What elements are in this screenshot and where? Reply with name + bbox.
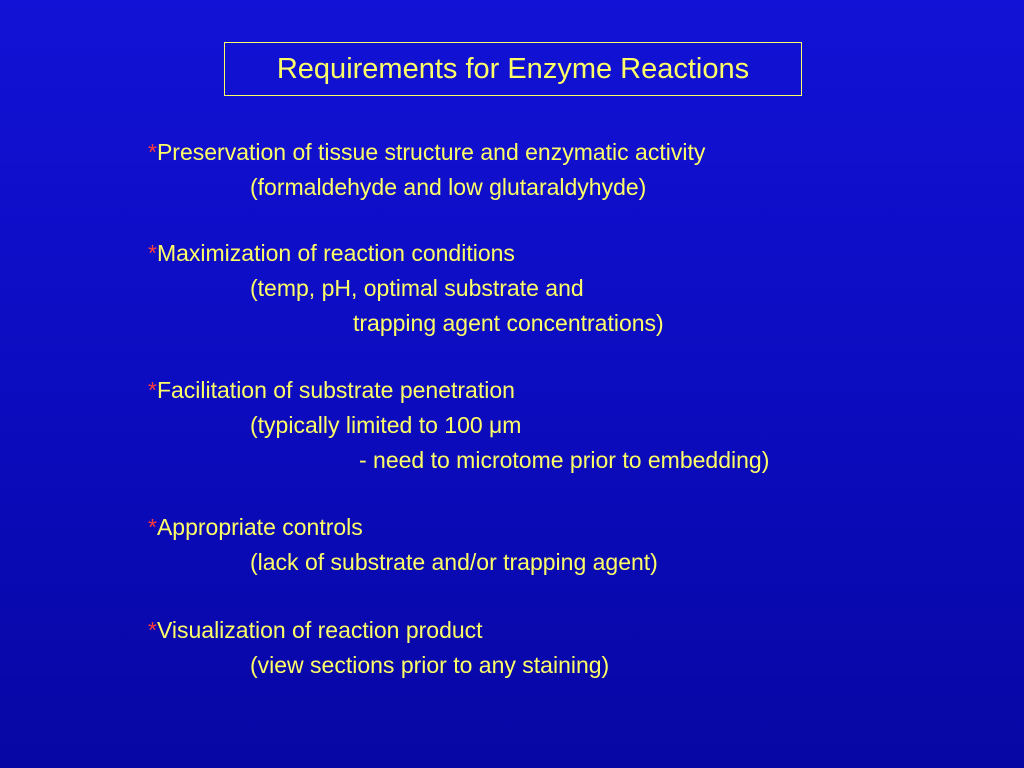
item-heading-text: Facilitation of substrate penetration (156, 377, 515, 403)
list-item-heading (148, 141, 705, 164)
bullet-asterisk: * (148, 377, 157, 403)
bullet-asterisk: * (148, 514, 157, 540)
item-detail: (temp, pH, optimal substrate and (250, 275, 584, 301)
item-detail: (typically limited to 100 μm (250, 412, 522, 438)
item-heading-text: Preservation of tissue structure and enzymatic activity (156, 139, 706, 165)
item-detail: (lack of substrate and/or trapping agent) (250, 549, 658, 575)
item-detail: trapping agent concentrations) (353, 310, 664, 336)
item-detail: (view sections prior to any staining) (250, 652, 610, 678)
title-box (224, 42, 802, 96)
list-item-heading (148, 242, 515, 265)
item-detail: (formaldehyde and low glutaraldyhyde) (250, 174, 647, 200)
item-heading-text: Maximization of reaction conditions (156, 240, 515, 266)
slide-title: Requirements for Enzyme Reactions (276, 52, 750, 85)
item-heading-text: Appropriate controls (156, 514, 363, 540)
bullet-asterisk: * (148, 139, 157, 165)
item-detail: - need to microtome prior to embedding) (359, 447, 770, 473)
list-item-heading (148, 619, 483, 642)
bullet-asterisk: * (148, 617, 157, 643)
item-heading-text: Visualization of reaction product (156, 617, 483, 643)
list-item-heading (148, 379, 515, 402)
bullet-asterisk: * (148, 240, 157, 266)
list-item-heading (148, 516, 363, 539)
